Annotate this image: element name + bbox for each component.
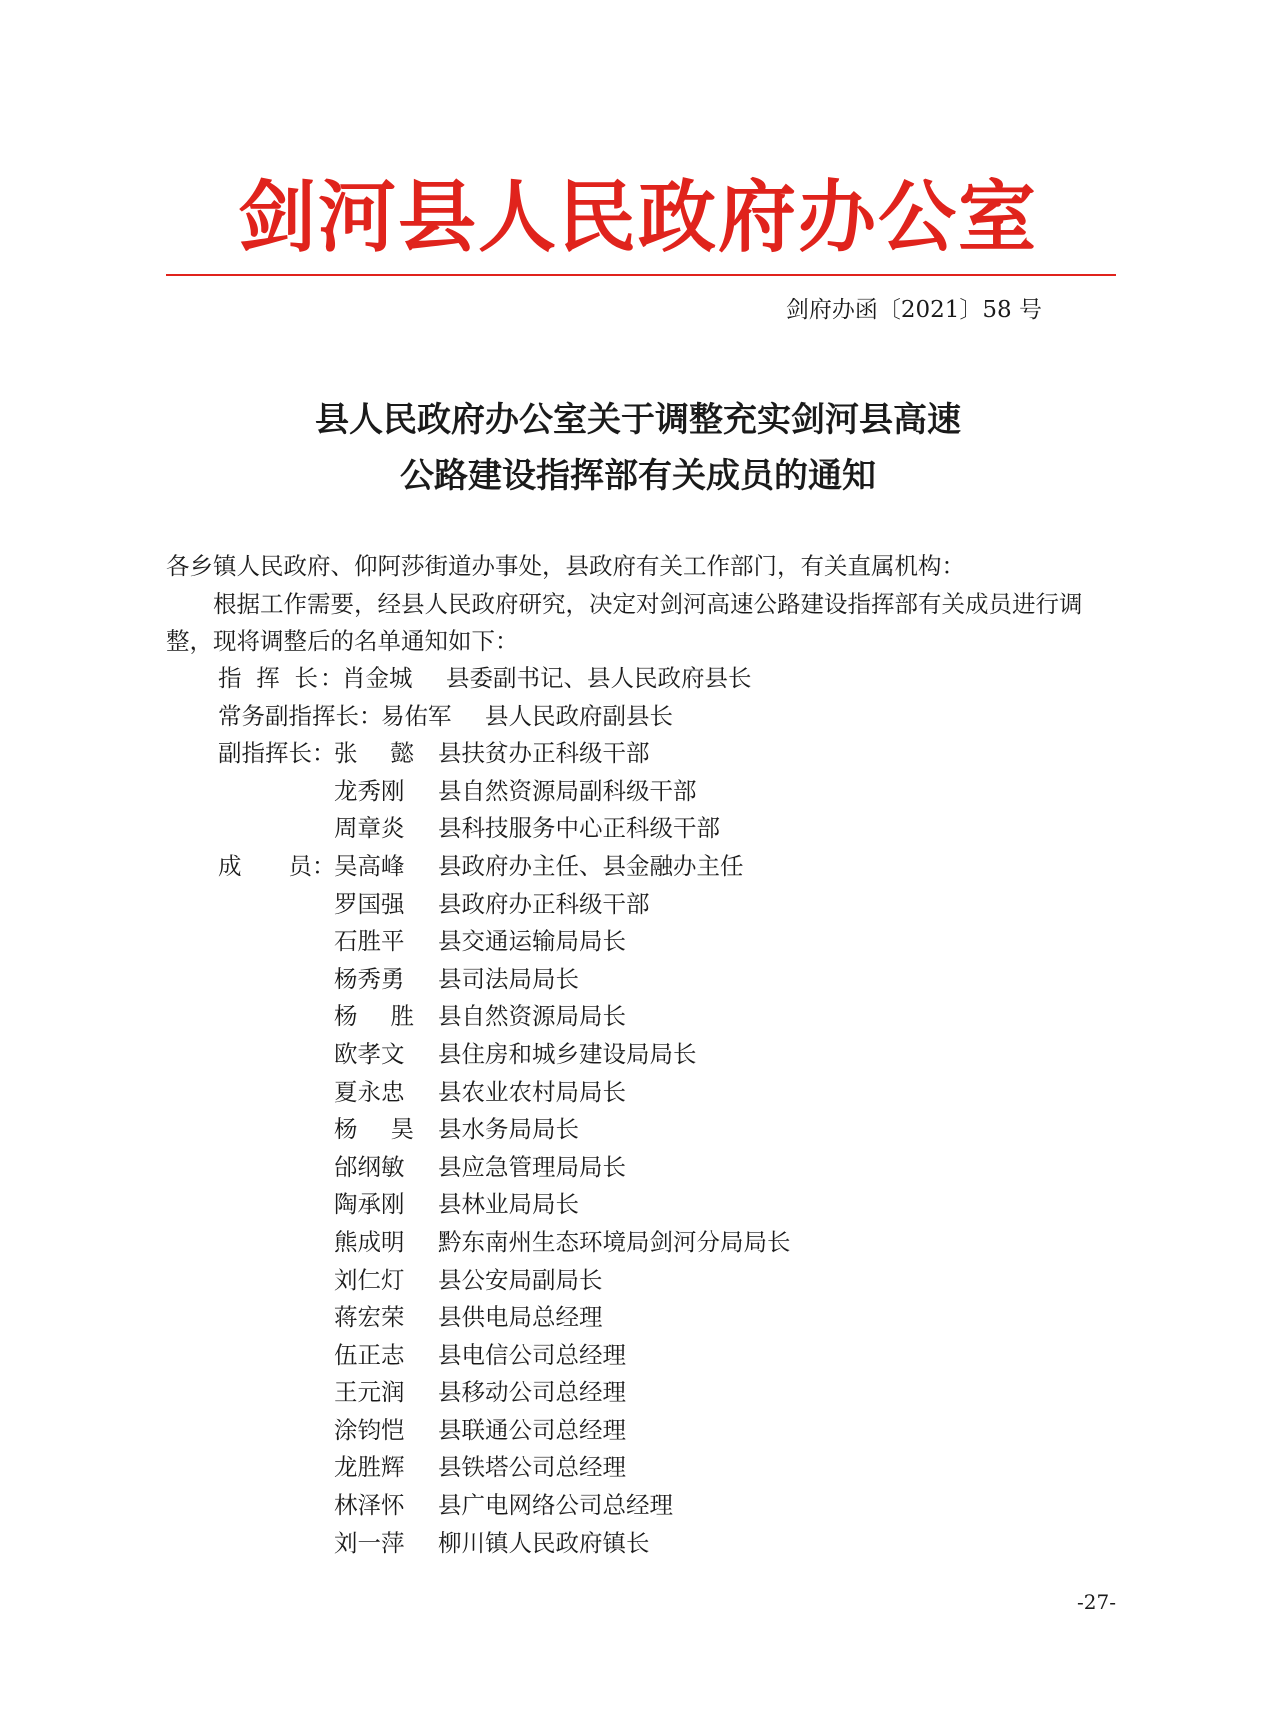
member-post: 县自然资源局副科级干部 <box>438 776 697 805</box>
member-name: 龙胜辉 <box>334 1453 405 1482</box>
roster-row <box>218 1186 791 1224</box>
member-name: 石胜平 <box>334 927 405 956</box>
role-label-deputy: 副指挥长 <box>218 739 312 768</box>
masthead-red-rule <box>166 274 1116 276</box>
roster-row <box>218 773 791 811</box>
member-name: 刘仁灯 <box>334 1265 405 1294</box>
member-post: 县应急管理局局长 <box>438 1152 626 1181</box>
member-post: 柳川镇人民政府镇长 <box>438 1528 650 1557</box>
member-post: 县司法局局长 <box>438 964 579 993</box>
member-name: 周章炎 <box>334 814 405 843</box>
notice-title-line-2: 公路建设指挥部有关成员的通知 <box>400 456 876 496</box>
member-post: 县移动公司总经理 <box>438 1378 626 1407</box>
member-post: 县联通公司总经理 <box>438 1415 626 1444</box>
roster-row <box>218 1224 791 1262</box>
notice-title-line-1: 县人民政府办公室关于调整充实剑河县高速 <box>315 400 961 440</box>
member-post: 县扶贫办正科级干部 <box>438 739 650 768</box>
roster-row <box>218 810 791 848</box>
member-name: 张 懿 <box>334 739 414 768</box>
roster-row: 成 员 ： 吴高峰 县政府办主任、县金融办主任 <box>218 848 791 886</box>
member-post: 县政府办主任、县金融办主任 <box>438 851 744 880</box>
member-post: 县农业农村局局长 <box>438 1077 626 1106</box>
member-post: 县委副书记、县人民政府县长 <box>446 664 752 692</box>
member-name: 伍正志 <box>334 1340 405 1369</box>
member-name: 陶承刚 <box>334 1190 405 1219</box>
member-post: 县科技服务中心正科级干部 <box>438 814 720 843</box>
roster-row <box>218 1374 791 1412</box>
member-post: 县住房和城乡建设局局长 <box>438 1039 697 1068</box>
roster-row <box>218 1449 791 1487</box>
page-number: -27- <box>1077 1590 1116 1614</box>
member-post: 县自然资源局局长 <box>438 1002 626 1031</box>
roster-row <box>218 923 791 961</box>
member-name: 夏永忠 <box>334 1077 405 1106</box>
notice-title <box>160 392 1116 504</box>
roster-row-executive-deputy: 常务副指挥长 ： 易佑军 县人民政府副县长 <box>218 698 791 736</box>
roster-row: 副指挥长 ： 张 懿 县扶贫办正科级干部 <box>218 735 791 773</box>
member-post: 县人民政府副县长 <box>485 701 673 730</box>
roster-row <box>218 886 791 924</box>
member-post: 县林业局局长 <box>438 1190 579 1219</box>
roster-row <box>218 1262 791 1300</box>
roster-row <box>218 1111 791 1149</box>
member-roster <box>218 660 791 1562</box>
member-name: 易佑军 <box>381 701 452 730</box>
notice-body <box>166 548 1116 661</box>
member-post: 县公安局副局长 <box>438 1265 603 1294</box>
roster-row <box>218 1036 791 1074</box>
intro-paragraph: 根据工作需要，经县人民政府研究，决定对剑河高速公路建设指挥部有关成员进行调整，现将调整后的名单通知如下： <box>166 589 1083 655</box>
masthead-title: 剑河县人民政府办公室 <box>237 172 1038 263</box>
roster-row-commander: 指 挥 长 ： 肖金城 县委副书记、县人民政府县长 <box>218 660 791 698</box>
member-post: 县政府办正科级干部 <box>438 889 650 918</box>
roster-row <box>218 1487 791 1525</box>
member-post: 县水务局局长 <box>438 1115 579 1144</box>
member-name: 肖金城 <box>342 664 413 692</box>
member-name: 杨秀勇 <box>334 964 405 993</box>
role-label-member: 成 员 <box>218 851 312 880</box>
member-name: 罗国强 <box>334 889 405 918</box>
member-name: 杨 昊 <box>334 1115 414 1144</box>
member-post: 县铁塔公司总经理 <box>438 1453 626 1482</box>
roster-row <box>218 961 791 999</box>
member-name: 林泽怀 <box>334 1491 405 1520</box>
member-name: 王元润 <box>334 1378 405 1407</box>
member-name: 欧孝文 <box>334 1039 405 1068</box>
roster-row <box>218 1525 791 1563</box>
roster-row <box>218 1149 791 1187</box>
document-number: 剑府办函〔2021〕58 号 <box>785 297 1042 323</box>
member-post: 黔东南州生态环境局剑河分局局长 <box>438 1227 791 1256</box>
member-list <box>218 848 791 1562</box>
roster-row <box>218 1337 791 1375</box>
roster-row <box>218 1074 791 1112</box>
roster-row <box>218 998 791 1036</box>
recipients-line: 各乡镇人民政府、仰阿莎街道办事处，县政府有关工作部门，有关直属机构： <box>166 552 965 580</box>
member-name: 熊成明 <box>334 1227 405 1256</box>
member-post: 县交通运输局局长 <box>438 927 626 956</box>
member-post: 县广电网络公司总经理 <box>438 1491 673 1520</box>
member-name: 刘一萍 <box>334 1528 405 1557</box>
member-name: 蒋宏荣 <box>334 1303 405 1332</box>
member-post: 县电信公司总经理 <box>438 1340 626 1369</box>
member-name: 龙秀刚 <box>334 776 405 805</box>
role-label-commander: 指 挥 长 <box>218 664 318 692</box>
member-name: 杨 胜 <box>334 1002 414 1031</box>
member-name: 邰纲敏 <box>334 1152 405 1181</box>
member-name: 吴高峰 <box>334 851 405 880</box>
member-post: 县供电局总经理 <box>438 1303 603 1332</box>
roster-row <box>218 1412 791 1450</box>
deputy-list <box>218 735 791 848</box>
roster-row <box>218 1299 791 1337</box>
member-name: 涂钧恺 <box>334 1415 405 1444</box>
role-label-executive-deputy: 常务副指挥长 <box>218 701 359 730</box>
